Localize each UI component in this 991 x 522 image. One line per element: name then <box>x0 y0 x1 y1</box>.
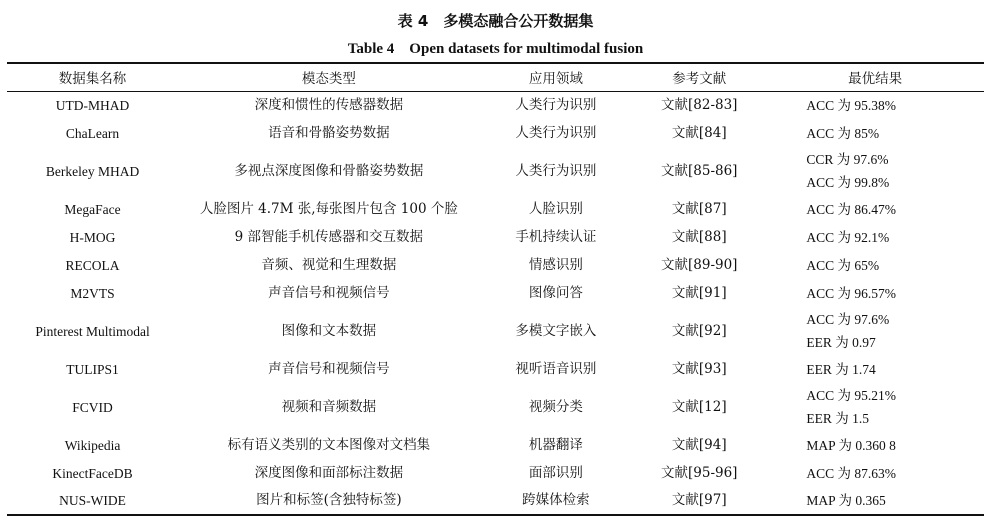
cell-dataset-name: Pinterest Multimodal <box>35 323 150 339</box>
cell-best-result <box>766 459 984 487</box>
cell-dataset-name: M2VTS <box>70 285 115 301</box>
cell-field: 视频分类 <box>528 398 583 415</box>
cell-modality: 人脸图片 4.7M 张,每张图片包含 100 个脸 <box>199 200 458 217</box>
cell-dataset-name: MegaFace <box>64 201 121 217</box>
cell-best-result <box>766 383 984 431</box>
result-line: EER 为 1.74 <box>806 361 876 377</box>
cell-best-result <box>766 487 984 515</box>
cell-reference: 文献[95-96] <box>661 464 738 481</box>
cell-best-result <box>766 307 984 355</box>
table-row <box>7 431 984 459</box>
cell-best-result <box>766 195 984 223</box>
table-row <box>7 251 984 279</box>
result-line: ACC 为 92.1% <box>806 229 890 245</box>
cell-reference: 文献[88] <box>671 228 727 245</box>
cell-reference: 文献[87] <box>671 200 727 217</box>
cell-best-result <box>766 147 984 195</box>
result-line: EER 为 1.5 <box>806 411 869 426</box>
table-title-en: Table 4 Open datasets for multimodal fusion <box>347 41 644 57</box>
cell-modality: 多视点深度图像和骨骼姿势数据 <box>234 162 424 179</box>
cell-dataset-name: H-MOG <box>69 229 116 245</box>
cell-reference: 文献[97] <box>632 487 766 515</box>
cell-dataset-name: Wikipedia <box>64 437 121 453</box>
cell-reference: 文献[82-83] <box>661 96 738 113</box>
cell-dataset-name: ChaLearn <box>65 125 120 141</box>
cell-reference: 文献[12] <box>671 398 727 415</box>
cell-best-result <box>766 251 984 279</box>
cell-dataset-name: RECOLA <box>65 257 120 273</box>
cell-reference: 文献[92] <box>671 322 727 339</box>
cell-best-result <box>766 91 984 119</box>
result-line: ACC 为 96.57% <box>806 285 896 301</box>
cell-reference: 文献[85-86] <box>661 162 738 179</box>
table-row <box>7 147 984 195</box>
table-title-cn: 表 4 多模态融合公开数据集 <box>397 12 594 30</box>
cell-reference: 文献[89-90] <box>661 256 738 273</box>
cell-best-result <box>766 279 984 307</box>
cell-dataset-name: UTD-MHAD <box>55 97 130 113</box>
cell-field: 手机持续认证 <box>515 228 597 245</box>
cell-modality: 音频、视觉和生理数据 <box>261 256 397 273</box>
table-row <box>7 459 984 487</box>
header-modality: 模态类型 <box>178 63 480 91</box>
cell-field: 人脸识别 <box>528 200 583 217</box>
cell-dataset-name: NUS-WIDE <box>7 487 178 515</box>
header-field: 应用领域 <box>480 63 632 91</box>
cell-best-result <box>766 119 984 147</box>
cell-modality: 图片和标签(含独特标签) <box>178 487 480 515</box>
cell-field: 情感识别 <box>528 256 583 273</box>
cell-reference: 文献[93] <box>671 360 727 377</box>
cell-field: 人类行为识别 <box>515 124 597 141</box>
table-row <box>7 487 984 515</box>
table-body <box>7 91 984 515</box>
result-line: EER 为 0.97 <box>806 335 876 350</box>
table-row <box>7 195 984 223</box>
cell-reference: 文献[91] <box>671 284 727 301</box>
cell-field: 多模文字嵌入 <box>515 322 597 339</box>
cell-dataset-name: Berkeley MHAD <box>45 163 140 179</box>
cell-modality: 深度图像和面部标注数据 <box>254 464 404 481</box>
result-line: ACC 为 97.6% <box>806 312 890 327</box>
cell-best-result <box>766 431 984 459</box>
cell-field: 面部识别 <box>528 464 583 481</box>
result-line: MAP 为 0.360 8 <box>806 437 896 453</box>
result-line: CCR 为 97.6% <box>806 152 889 167</box>
datasets-table <box>7 62 984 516</box>
table-header-row <box>7 63 984 91</box>
cell-field: 跨媒体检索 <box>480 487 632 515</box>
result-line: ACC 为 86.47% <box>806 201 896 217</box>
cell-field: 人类行为识别 <box>515 96 597 113</box>
cell-field: 人类行为识别 <box>515 162 597 179</box>
table-row <box>7 223 984 251</box>
cell-modality: 声音信号和视频信号 <box>268 284 390 301</box>
result-line: ACC 为 95.21% <box>806 388 896 403</box>
result-line: ACC 为 65% <box>806 257 880 273</box>
table-row <box>7 91 984 119</box>
header-dataset-name: 数据集名称 <box>7 63 178 91</box>
cell-dataset-name: KinectFaceDB <box>52 465 133 481</box>
table-row <box>7 279 984 307</box>
cell-reference: 文献[84] <box>671 124 727 141</box>
cell-modality: 标有语义类别的文本图像对文档集 <box>227 436 431 453</box>
table-row <box>7 119 984 147</box>
cell-dataset-name: TULIPS1 <box>66 361 119 377</box>
cell-modality: 语音和骨骼姿势数据 <box>268 124 390 141</box>
header-reference: 参考文献 <box>632 63 766 91</box>
result-line: ACC 为 95.38% <box>806 97 896 113</box>
cell-reference: 文献[94] <box>671 436 727 453</box>
result-line: ACC 为 87.63% <box>806 465 896 481</box>
cell-modality: 图像和文本数据 <box>281 322 377 339</box>
cell-modality: 9 部智能手机传感器和交互数据 <box>234 228 424 245</box>
result-line: ACC 为 99.8% <box>806 175 890 190</box>
cell-modality: 深度和惯性的传感器数据 <box>254 96 404 113</box>
table-row <box>7 355 984 383</box>
cell-modality: 视频和音频数据 <box>281 398 377 415</box>
header-best-result: 最优结果 <box>766 63 984 91</box>
cell-best-result <box>766 223 984 251</box>
cell-best-result <box>766 355 984 383</box>
table-row <box>7 383 984 431</box>
cell-modality: 声音信号和视频信号 <box>268 360 390 377</box>
cell-dataset-name: FCVID <box>72 399 113 415</box>
cell-field: 视听语音识别 <box>515 360 597 377</box>
table-row <box>7 307 984 355</box>
result-line: MAP 为 0.365 <box>806 493 886 508</box>
cell-field: 图像问答 <box>528 284 583 301</box>
cell-field: 机器翻译 <box>528 436 583 453</box>
result-line: ACC 为 85% <box>806 125 880 141</box>
